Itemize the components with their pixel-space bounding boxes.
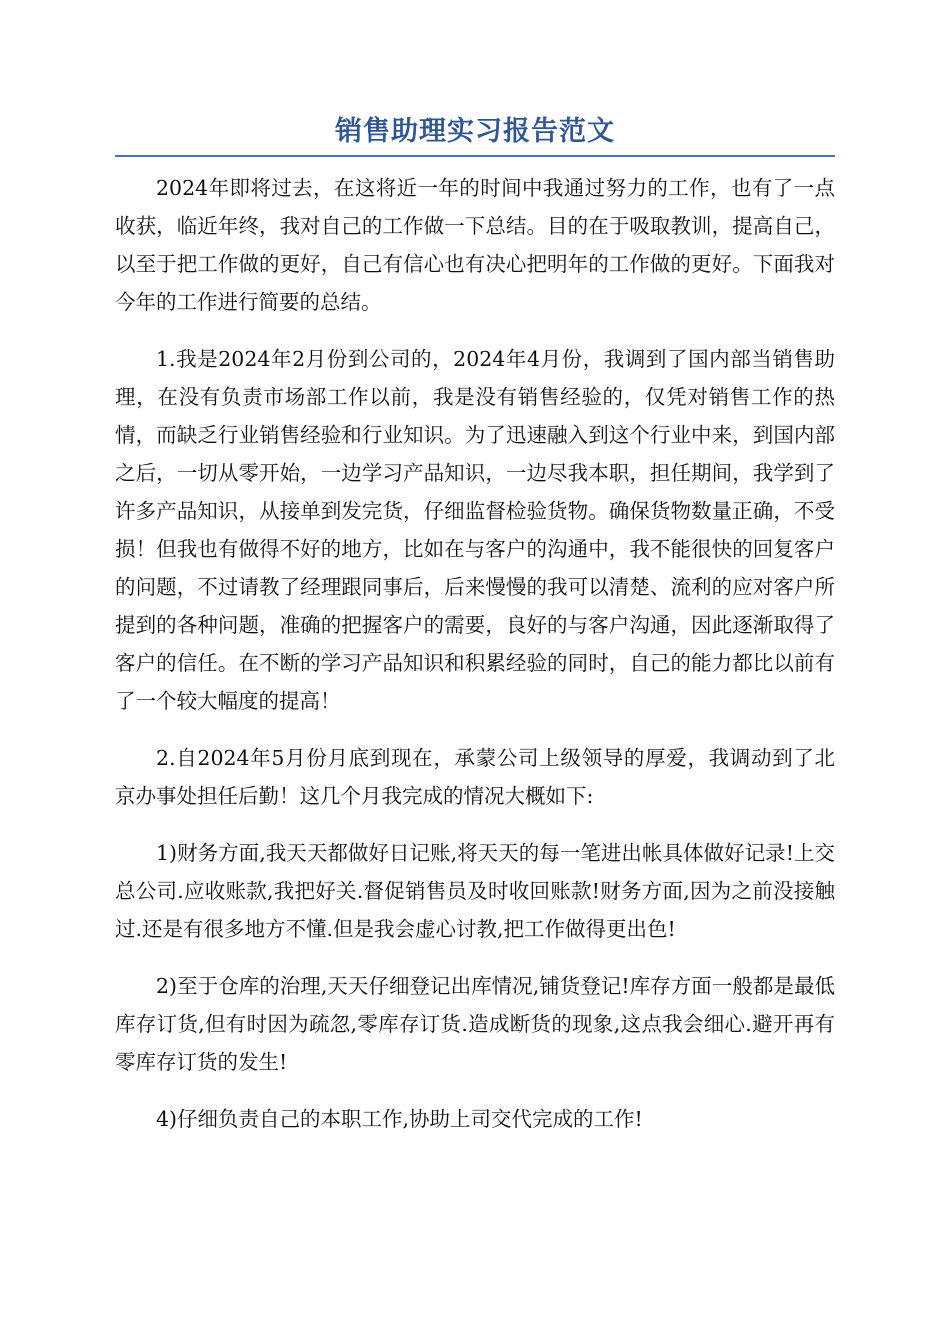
title-underline-rule bbox=[115, 155, 835, 157]
paragraph-intro: 2024年即将过去，在这将近一年的时间中我通过努力的工作，也有了一点收获，临近年终，我对自己的工作做一下总结。目的在于吸取教训，提高自己，以至于把工作做的更好，自己有信心也有决心把明年的工作做的更好。下面我对今年的工作进行简要的总结。 bbox=[115, 176, 835, 314]
paragraph-item-duties: 4)仔细负责自己的本职工作,协助上司交代完成的工作! bbox=[156, 1107, 643, 1131]
paragraph-section-2: 2.自2024年5月份月底到现在，承蒙公司上级领导的厚爱，我调动到了北京办事处担任后勤！这几个月我完成的情况大概如下: bbox=[115, 746, 835, 808]
paragraph-section-1: 1.我是2024年2月份到公司的，2024年4月份，我调到了国内部当销售助理，在没有负责市场部工作以前，我是没有销售经验的，仅凭对销售工作的热情，而缺乏行业销售经验和行业知识。为了迅速融入到这个行业中来，到国内部之后，一切从零开始，一边学习产品知识，一边尽我本职，担任期间，我学到了许多产品知识，从接单到发完货，仔细监督检验货物。确保货物数量正确，不受损！但我也有做得不好的地方，比如在与客户的沟通中，我不能很快的回复客户的问题，不过请教了经理跟同事后，后来慢慢的我可以清楚、流利的应对客户所提到的各种问题，准确的把握客户的需要，良好的与客户沟通，因此逐渐取得了客户的信任。在不断的学习产品知识和积累经验的同时，自己的能力都比以前有了一个较大幅度的提高！ bbox=[115, 347, 835, 713]
paragraph-item-finance: 1)财务方面,我天天都做好日记账,将天天的每一笔进出帐具体做好记录!上交总公司.应收账款,我把好关.督促销售员及时收回账款!财务方面,因为之前没接触过.还是有很多地方不懂.但是我会虚心讨教,把工作做得更出色! bbox=[115, 841, 835, 941]
paragraph-item-warehouse: 2)至于仓库的治理,天天仔细登记出库情况,铺货登记!库存方面一般都是最低库存订货,但有时因为疏忽,零库存订货.造成断货的现象,这点我会细心.避开再有零库存订货的发生! bbox=[115, 974, 835, 1074]
page-title: 销售助理实习报告范文 bbox=[335, 116, 615, 147]
document-body bbox=[115, 169, 835, 1157]
